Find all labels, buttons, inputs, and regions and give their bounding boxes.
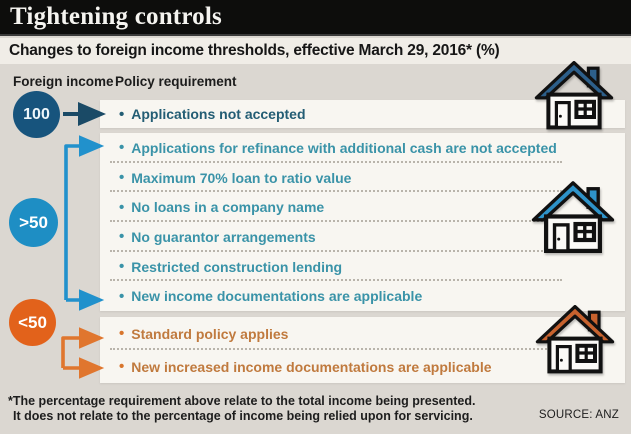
- bullet-icon: [119, 358, 131, 375]
- policy-text: Standard policy applies: [131, 325, 289, 342]
- policy-text: No loans in a company name: [131, 199, 325, 216]
- subtitle: Changes to foreign income thresholds, effective March 29, 2016* (%): [9, 42, 500, 59]
- policy-text: New increased income documentations are applicable: [131, 358, 492, 375]
- footnote-line-2: It does not relate to the percentage of income being relied upon for servicing.: [13, 409, 473, 423]
- bullet-icon: [119, 139, 131, 156]
- bullet-icon: [119, 199, 131, 216]
- bullet-icon: [119, 169, 131, 186]
- bullet-icon: [119, 325, 131, 342]
- threshold-100-badge: 100: [13, 91, 60, 138]
- source-credit: SOURCE: ANZ: [538, 409, 619, 421]
- policy-text: New income documentations are applicable: [131, 288, 423, 305]
- column-policy-requirement: Policy requirement: [115, 74, 237, 89]
- bullet-icon: [119, 288, 131, 305]
- footnote-line-1: *The percentage requirement above relate to the total income being presented.: [8, 394, 476, 408]
- policy-row: [100, 133, 625, 163]
- threshold-under50-badge: <50: [9, 299, 56, 346]
- column-foreign-income: Foreign income: [13, 74, 114, 89]
- policy-text: Applications not accepted: [131, 106, 306, 122]
- bullet-icon: [119, 106, 131, 123]
- policy-text: No guarantor arrangements: [131, 228, 316, 245]
- house-orange-roof-icon: [535, 302, 615, 380]
- threshold-over50-badge: >50: [9, 198, 58, 247]
- bullet-icon: [119, 258, 131, 275]
- policy-text: Maximum 70% loan to ratio value: [131, 169, 352, 186]
- bullet-icon: [119, 228, 131, 245]
- footnote: [8, 394, 475, 424]
- house-light-blue-roof-icon: [531, 178, 615, 260]
- policy-text: Applications for refinance with additional cash are not accepted: [131, 139, 557, 156]
- house-dark-blue-roof-icon: [534, 58, 614, 136]
- page-title: Tightening controls: [10, 3, 222, 30]
- policy-text: Restricted construction lending: [131, 258, 343, 275]
- title-bar: [0, 0, 631, 36]
